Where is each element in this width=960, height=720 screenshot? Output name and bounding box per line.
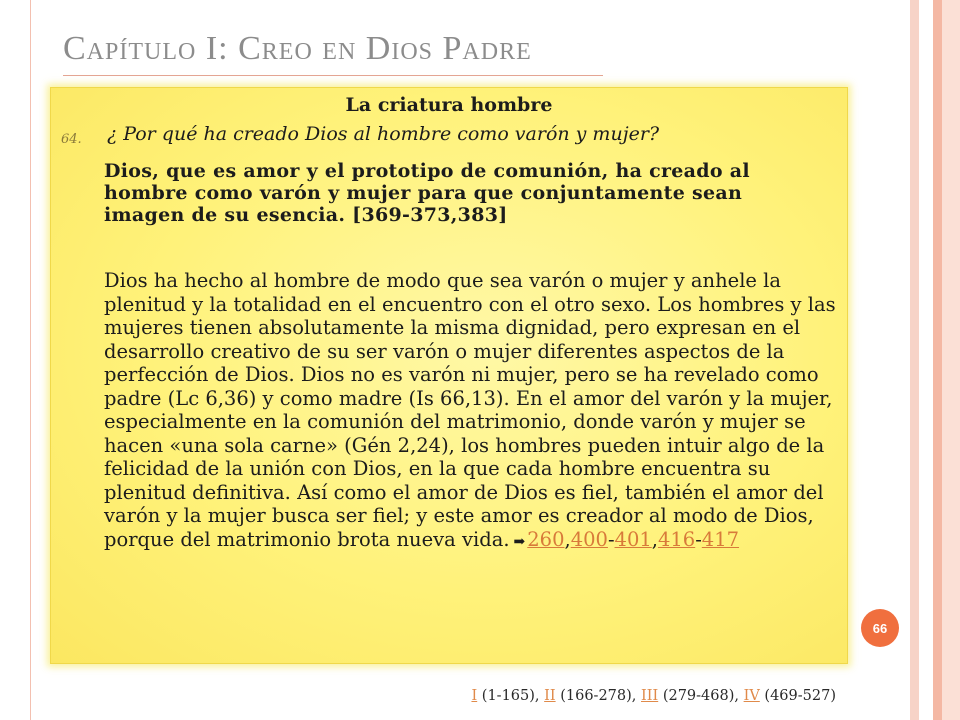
- answer-text: Dios, que es amor y el prototipo de comunión, ha creado al hombre como varón y mujer para que conjuntamente sean imagen de su esencia. [369-373,383]: [104, 160, 750, 226]
- decor-stripe: [910, 0, 919, 720]
- ref-separator: -: [607, 527, 615, 551]
- ref-link-416[interactable]: 416: [657, 527, 696, 551]
- title-underline: [63, 75, 603, 76]
- footer-link-part-2[interactable]: II: [544, 688, 556, 704]
- arrow-right-icon: ➡: [513, 533, 526, 550]
- body-text: Dios ha hecho al hombre de modo que sea varón o mujer y anhele la plenitud y la totalidad en el encuentro con el otro sexo. Los hombres y las mujeres tienen absolutamente la misma dignidad, pero expresan en el desarrollo creativo de su ser varón o mujer diferentes aspectos de la perfección de Dios. Dios no es varón ni mujer, pero se ha revelado como padre (Lc 6,36) y como madre (Is 66,13). En el amor del varón y la mujer, especialmente en la comunión del matrimonio, donde varón y mujer se hacen «una sola carne» (Gén 2,24), los hombres pueden intuir algo de la felicidad de la unión con Dios, en la que cada hombre encuentra su plenitud definitiva. Así como el amor de Dios es fiel, también el amor del varón y la mujer busca ser fiel; y este amor es creador al modo de Dios, porque del matrimonio brota nueva vida.: [104, 269, 836, 551]
- card-heading: La criatura hombre: [345, 94, 553, 116]
- footer-nav: [471, 688, 836, 704]
- decor-stripe: [933, 0, 942, 720]
- ref-separator: -: [695, 527, 702, 551]
- ref-link-401[interactable]: 401: [614, 527, 652, 551]
- ref-link-400[interactable]: 400: [570, 527, 608, 551]
- footer-range: (469-527): [764, 688, 836, 704]
- footer-link-part-3[interactable]: III: [641, 688, 659, 704]
- slide-title: Capítulo I: Creo en Dios Padre: [63, 30, 532, 67]
- decor-stripe: [942, 0, 960, 720]
- ref-separator: ,: [564, 527, 571, 551]
- ref-link-417[interactable]: 417: [701, 527, 740, 551]
- decor-stripe: [919, 0, 933, 720]
- footer-range: (1-165),: [481, 688, 540, 704]
- page-number-badge: 66: [861, 609, 899, 647]
- footer-link-part-4[interactable]: IV: [743, 688, 760, 704]
- content-card: [50, 87, 848, 664]
- question-number: 64.: [61, 132, 82, 147]
- footer-range: (166-278),: [560, 688, 637, 704]
- footer-range: (279-468),: [662, 688, 739, 704]
- question-text: ¿ Por qué ha creado Dios al hombre como varón y mujer?: [107, 123, 660, 145]
- footer-link-part-1[interactable]: I: [471, 688, 478, 704]
- body-paragraph: [104, 269, 846, 554]
- ref-separator: ,: [651, 527, 658, 551]
- left-guide-line: [30, 0, 31, 720]
- ref-link-260[interactable]: 260: [527, 527, 565, 551]
